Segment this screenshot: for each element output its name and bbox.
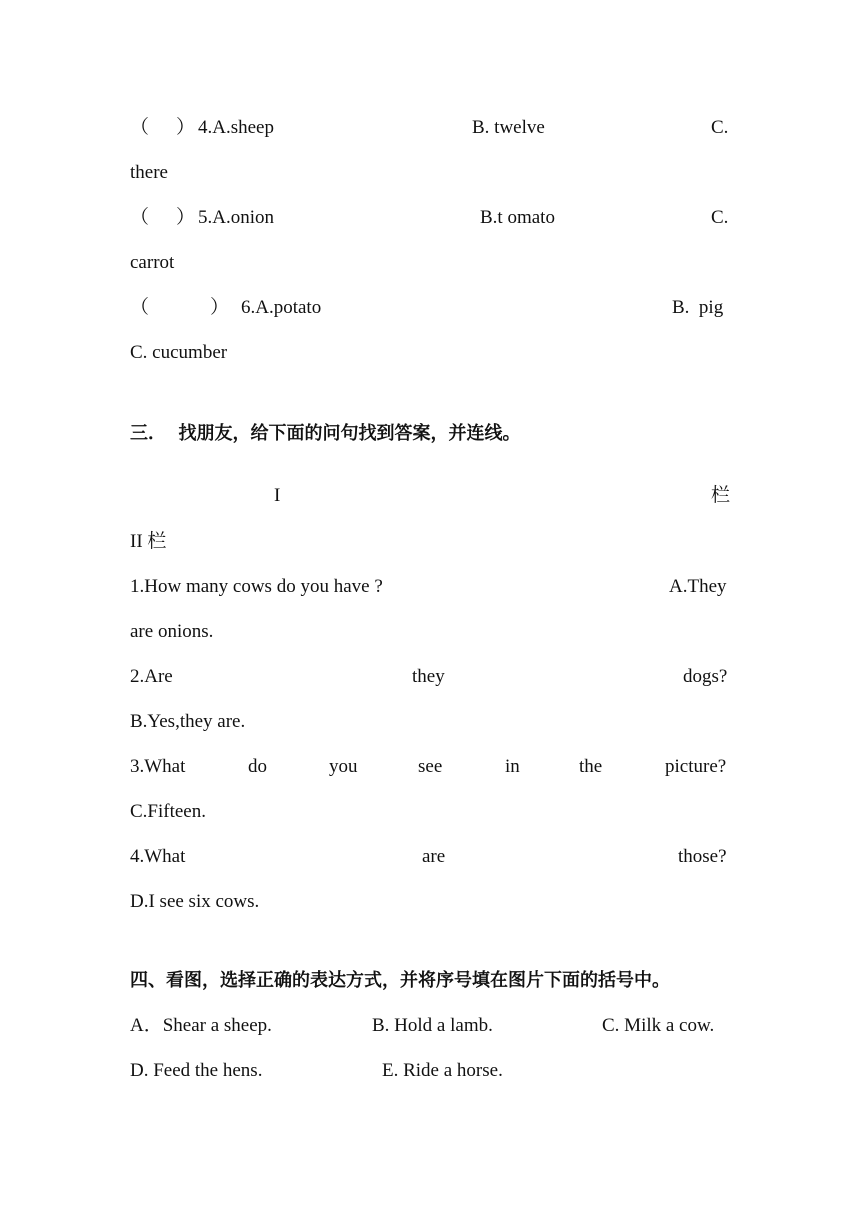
question-word: picture? bbox=[665, 756, 727, 777]
q5-option-a: 5.A.onion bbox=[198, 207, 274, 228]
q5-option-b: B.t omato bbox=[480, 207, 555, 228]
answer-text: D.I see six cows. bbox=[130, 891, 260, 912]
question-word: the bbox=[579, 756, 603, 777]
q6-option-b: B. pig bbox=[672, 297, 724, 318]
q4-option-c-text: there bbox=[130, 162, 168, 183]
question-word: in bbox=[505, 756, 520, 777]
answer-text: C.Fifteen. bbox=[130, 801, 206, 822]
question-word: 3.What bbox=[130, 756, 186, 777]
q6-bracket-open: （ bbox=[130, 297, 150, 318]
question-word: do bbox=[248, 756, 267, 777]
question-word: those? bbox=[678, 846, 727, 867]
column2-header: II 栏 bbox=[130, 531, 167, 552]
q4-bracket-open: （ bbox=[130, 117, 150, 138]
section3-title: 三． 找朋友，给下面的问句找到答案，并连线。 bbox=[130, 423, 521, 444]
question-word: 2.Are bbox=[130, 666, 173, 687]
q6-option-a: 6.A.potato bbox=[241, 297, 322, 318]
question-word: 4.What bbox=[130, 846, 186, 867]
q5-option-c-label: C. bbox=[711, 207, 729, 228]
q4-option-a: 4.A.sheep bbox=[198, 117, 274, 138]
q6-option-c: C. cucumber bbox=[130, 342, 228, 363]
column1-numeral: I bbox=[274, 485, 281, 506]
q5-option-c-text: carrot bbox=[130, 252, 175, 273]
option-c: C. Milk a cow. bbox=[602, 1015, 715, 1036]
q5-bracket-open: （ bbox=[130, 207, 150, 228]
question-word: they bbox=[412, 666, 445, 687]
question-text: 1.How many cows do you have ? bbox=[130, 576, 383, 597]
answer-text: are onions. bbox=[130, 621, 214, 642]
answer-text: B.Yes,they are. bbox=[130, 711, 246, 732]
option-e: E. Ride a horse. bbox=[382, 1060, 503, 1081]
answer-start: A.They bbox=[669, 576, 727, 597]
q5-bracket-close: ） bbox=[176, 207, 196, 228]
option-d: D. Feed the hens. bbox=[130, 1060, 263, 1081]
column1-label: 栏 bbox=[711, 485, 731, 506]
option-b: B. Hold a lamb. bbox=[372, 1015, 493, 1036]
section4-title: 四、看图，选择正确的表达方式，并将序号填在图片下面的括号中。 bbox=[130, 970, 670, 991]
q4-option-b: B. twelve bbox=[472, 117, 545, 138]
option-a: A．Shear a sheep. bbox=[130, 1015, 272, 1036]
q4-bracket-close: ） bbox=[176, 117, 196, 138]
q4-option-c-label: C. bbox=[711, 117, 729, 138]
question-word: you bbox=[329, 756, 358, 777]
question-word: see bbox=[418, 756, 443, 777]
question-word: dogs? bbox=[683, 666, 728, 687]
question-word: are bbox=[422, 846, 446, 867]
q6-bracket-close: ） bbox=[210, 297, 230, 318]
